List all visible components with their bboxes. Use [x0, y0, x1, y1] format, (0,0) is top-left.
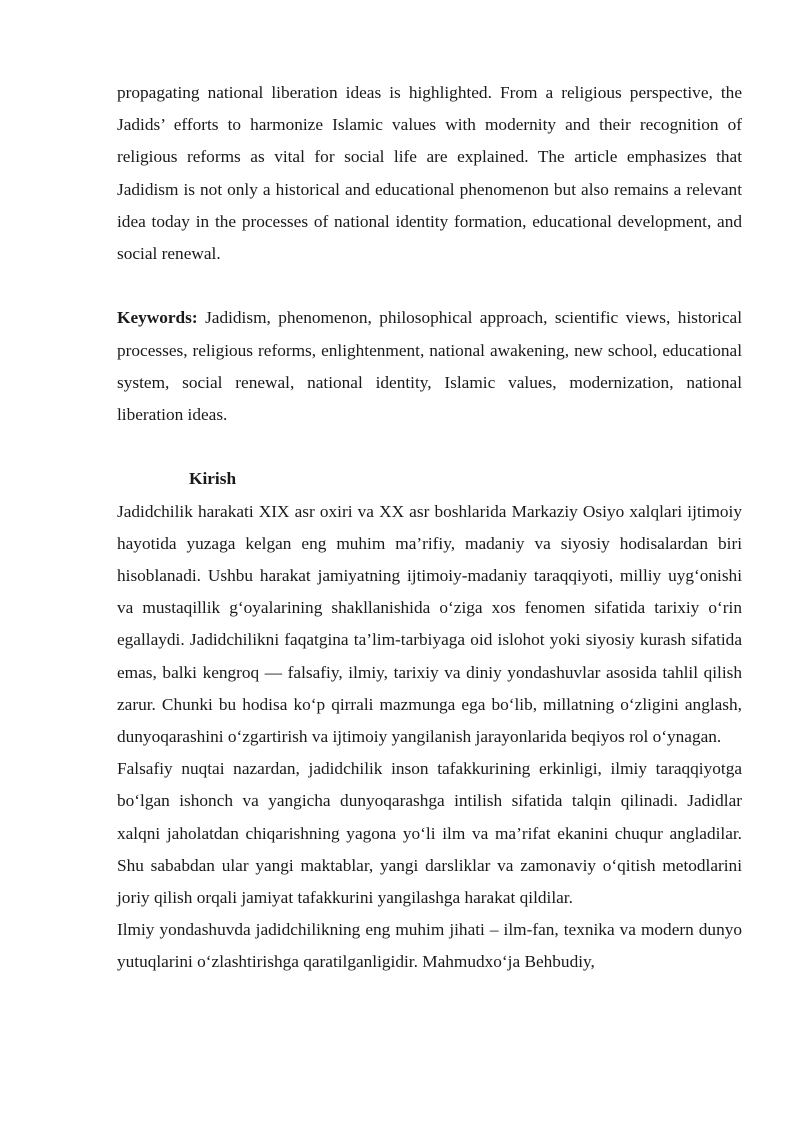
- intro-paragraph-1: Jadidchilik harakati XIX asr oxiri va XX asr boshlarida Markaziy Osiyo xalqlari ijtimoiy hayotida yuzaga kelgan eng muhim ma’rifiy, madaniy va siyosiy hodisalardan biri hisoblanadi. Ushbu harakat jamiyatning ijtimoiy-madaniy taraqqiyoti, milliy uygʻonishi va mustaqillik gʻoyalarining shakllanishida oʻziga xos fenomen sifatida tarixiy oʻrin egallaydi. Jadidchilikni faqatgina ta’lim-tarbiyaga oid islohot yoki siyosiy kurash sifatida emas, balki kengroq — falsafiy, ilmiy, tarixiy va diniy yondashuvlar asosida tahlil qilish zarur. Chunki bu hodisa koʻp qirrali mazmunga ega boʻlib, millatning oʻzligini anglash, dunyoqarashini oʻzgartirish va ijtimoiy yangilanish jarayonlarida beqiyos rol oʻynagan.: [117, 501, 742, 747]
- intro-paragraph-3: Ilmiy yondashuvda jadidchilikning eng muhim jihati – ilm-fan, texnika va modern dunyo yutuqlarini oʻzlashtirishga qaratilganligidir. Mahmudxoʻja Behbudiy,: [117, 920, 742, 972]
- keywords-label: Keywords:: [117, 308, 198, 328]
- abstract-continuation: propagating national liberation ideas is highlighted. From a religious perspective, the Jadids’ efforts to harmonize Islamic values with modernity and their recognition of religious reforms as vital for social life are explained. The article emphasizes that Jadidism is not only a historical and educational phenomenon but also remains a relevant idea today in the processes of national identity formation, educational development, and social renewal.: [117, 83, 742, 264]
- paper-page: [117, 77, 742, 979]
- keywords-text: Jadidism, phenomenon, philosophical approach, scientific views, historical processes, religious reforms, enlightenment, national awakening, new school, educational system, social renewal, national identity, Islamic values, modernization, national liberation ideas.: [117, 308, 742, 425]
- section-heading-kirish: Kirish: [189, 469, 237, 489]
- spacer: [117, 270, 742, 302]
- intro-paragraph-2: Falsafiy nuqtai nazardan, jadidchilik inson tafakkurining erkinligi, ilmiy taraqqiyotga boʻlgan ishonch va yangicha dunyoqarashga intilish sifatida talqin qilinadi. Jadidlar xalqni jaholatdan chiqarishning yagona yoʻli ilm va ma’rifat ekanini chuqur angladilar. Shu sababdan ular yangi maktablar, yangi darsliklar va zamonaviy oʻqitish metodlarini joriy qilish orqali jamiyat tafakkurini yangilashga harakat qildilar.: [117, 759, 742, 908]
- keywords-paragraph: [117, 302, 742, 431]
- spacer: [117, 431, 742, 463]
